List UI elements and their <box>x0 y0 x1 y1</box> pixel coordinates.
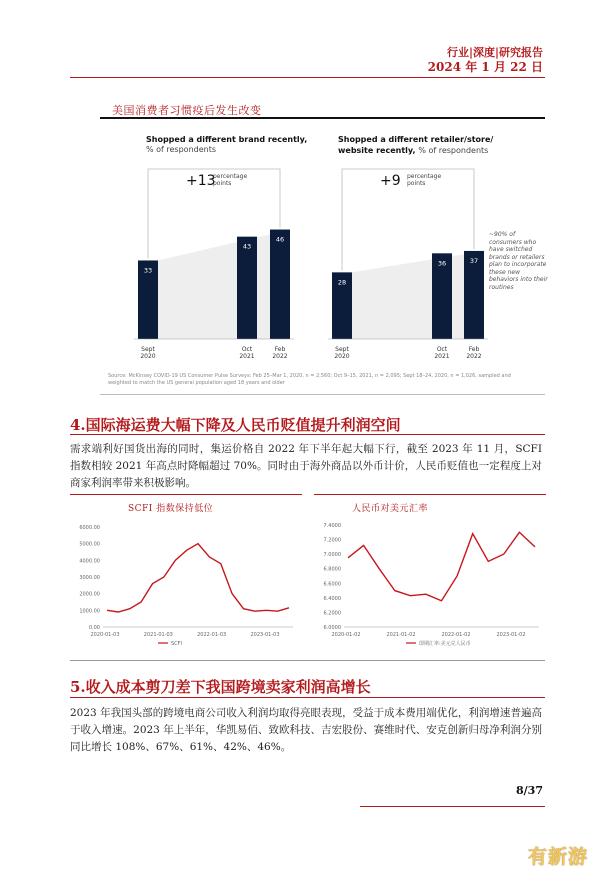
fx-svg-xtick-0: 2020-01-02 <box>331 632 361 638</box>
scfi-chart-title: SCFI 指数保持低位 <box>128 504 214 514</box>
fx-plot <box>314 495 546 660</box>
page-number: 8/37 <box>516 784 543 797</box>
report-date: 2024 年 1 月 22 日 <box>427 60 543 74</box>
fx-svg-ytick-2: 7.0000 <box>323 552 341 559</box>
scfi-svg-ytick-3: 3000.00 <box>79 575 100 581</box>
right-chart-subtitle: % of respondents <box>418 146 489 155</box>
scfi-svg-xtick-2: 2022-01-03 <box>197 632 227 638</box>
fx-svg-ytick-6: 6.2000 <box>323 610 341 617</box>
scfi-chart <box>70 494 302 659</box>
right-cat-1-b: 2021 <box>434 353 450 360</box>
figure-bottom-rule <box>100 394 545 395</box>
scfi-svg-xtick-0: 2020-01-03 <box>90 632 120 638</box>
scfi-svg-series-line <box>107 544 289 612</box>
fx-chart <box>314 494 546 659</box>
fx-svg-ytick-5: 6.4000 <box>323 595 341 602</box>
scfi-svg-ytick-0: 6000.00 <box>79 525 100 531</box>
left-bar-1 <box>237 237 257 339</box>
right-chart-note: ~90% of consumers who have switched brands or retailers plan to incorporate these new behaviors into their routines <box>489 231 548 291</box>
figure1-label: 美国消费者习惯疫后发生改变 <box>112 104 262 117</box>
right-cat-2-a: Feb <box>468 346 480 353</box>
left-change-unit-2: points <box>213 180 232 187</box>
section5-paragraph: 2023 年我国头部的跨境电商公司收入利润均取得亮眼表现，受益于成本费用端优化，利润增速普遍高于收入增速。2023 年上半年，华凯易佰、致欧科技、吉宏股份、赛维时代、安克创新归母净利润分别同比增长 108%、67%、61%、42%、46%。 <box>70 707 542 753</box>
scfi-svg-ytick-1: 5000.00 <box>79 541 100 548</box>
fx-svg-ytick-4: 6.6000 <box>323 581 341 588</box>
right-cat-2-b: 2022 <box>466 353 482 360</box>
right-change-unit-1: percentage <box>407 173 442 180</box>
right-cat-0-a: Sept <box>335 346 349 353</box>
right-cat-0-b: 2020 <box>334 353 350 360</box>
section4-paragraph: 需求端利好国货出海的同时，集运价格自 2022 年下半年起大幅下行，截至 2023 年 11 月，SCFI 指数相较 2021 年高点时降幅超过 70%。同时由于海外商品以外币计价，人民币贬值也一定程度上对商家利润率带来积极影响。 <box>70 443 542 489</box>
footer-rule <box>360 806 545 807</box>
scfi-svg-xtick-1: 2021-01-03 <box>143 632 173 638</box>
header-divider <box>70 77 545 78</box>
watermark-logo: 有新游 <box>528 846 589 868</box>
mckinsey-figure <box>100 117 548 395</box>
left-bar-label-0: 33 <box>143 266 153 275</box>
bar-charts <box>100 117 545 395</box>
fx-svg-ytick-0: 7.4000 <box>323 523 341 529</box>
left-cat-1-b: 2021 <box>239 353 255 360</box>
scfi-svg-ytick-2: 4000.00 <box>79 558 100 565</box>
right-chart-title-2-text: website recently, <box>338 146 416 155</box>
scfi-svg-xtick-3: 2023-01-03 <box>250 632 280 638</box>
fx-svg-xtick-1: 2021-01-02 <box>386 632 416 638</box>
left-bar-2 <box>270 230 290 339</box>
right-cat-1-a: Oct <box>436 346 448 353</box>
right-bar-label-1: 36 <box>437 259 447 268</box>
figure-source: Source: McKinsey COVID-19 US Consumer Pulse Surveys: Feb 25–Mar 1, 2020, n = 2,560; Oct 9–15, 2021, n = 2,095; Sept 18–24, 2020, n = 1,026, sampled and weighted to match the US general population aged 18 years and older <box>108 373 511 386</box>
left-cat-2-a: Feb <box>274 346 286 353</box>
left-cat-0-a: Sept <box>141 346 155 353</box>
left-change-unit-1: percentage <box>213 173 248 180</box>
left-cat-2-b: 2022 <box>272 353 288 360</box>
fx-svg-xtick-3: 2023-01-02 <box>496 632 526 638</box>
fx-svg-xtick-2: 2022-01-02 <box>441 632 471 638</box>
fx-svg-series-line <box>348 532 535 601</box>
section5-heading: 5.收入成本剪刀差下我国跨境卖家利润高增长 <box>70 678 371 696</box>
charts-bottom-rule <box>70 660 545 661</box>
fx-svg-ytick-1: 7.2000 <box>323 537 341 544</box>
left-chart-subtitle: % of respondents <box>146 145 217 154</box>
fx-svg-ytick-7: 6.0000 <box>323 625 341 631</box>
left-chart-title: Shopped a different brand recently, <box>146 135 308 144</box>
section4-heading: 4.国际海运费大幅下降及人民币贬值提升利润空间 <box>70 416 401 434</box>
report-category: 行业|深度|研究报告 <box>446 46 543 59</box>
right-bar-label-2: 37 <box>469 256 479 265</box>
left-cat-0-b: 2020 <box>140 353 156 360</box>
right-change-unit-2: points <box>407 180 426 187</box>
left-bar-label-1: 43 <box>242 242 252 251</box>
left-bar-label-2: 46 <box>275 235 285 244</box>
right-change-value: +9 <box>380 173 401 189</box>
scfi-plot <box>70 495 302 660</box>
fx-svg-ytick-3: 6.8000 <box>323 566 341 573</box>
fx-svg-legend-label: 即期汇率:美元兑人民币 <box>419 641 471 647</box>
fx-chart-title: 人民币对美元汇率 <box>352 504 429 514</box>
right-bar-label-0: 28 <box>337 278 347 287</box>
scfi-svg-ytick-6: 0.00 <box>88 625 100 631</box>
right-chart-title-1: Shopped a different retailer/store/ <box>338 135 494 144</box>
left-cat-1-a: Oct <box>241 346 253 353</box>
section4-rule <box>70 434 545 435</box>
scfi-svg-ytick-5: 1000.00 <box>79 608 100 615</box>
section5-rule <box>70 697 545 698</box>
left-change-value: +13 <box>186 173 216 189</box>
scfi-svg-legend-label: SCFI <box>171 641 183 647</box>
scfi-svg-ytick-4: 2000.00 <box>79 591 100 598</box>
